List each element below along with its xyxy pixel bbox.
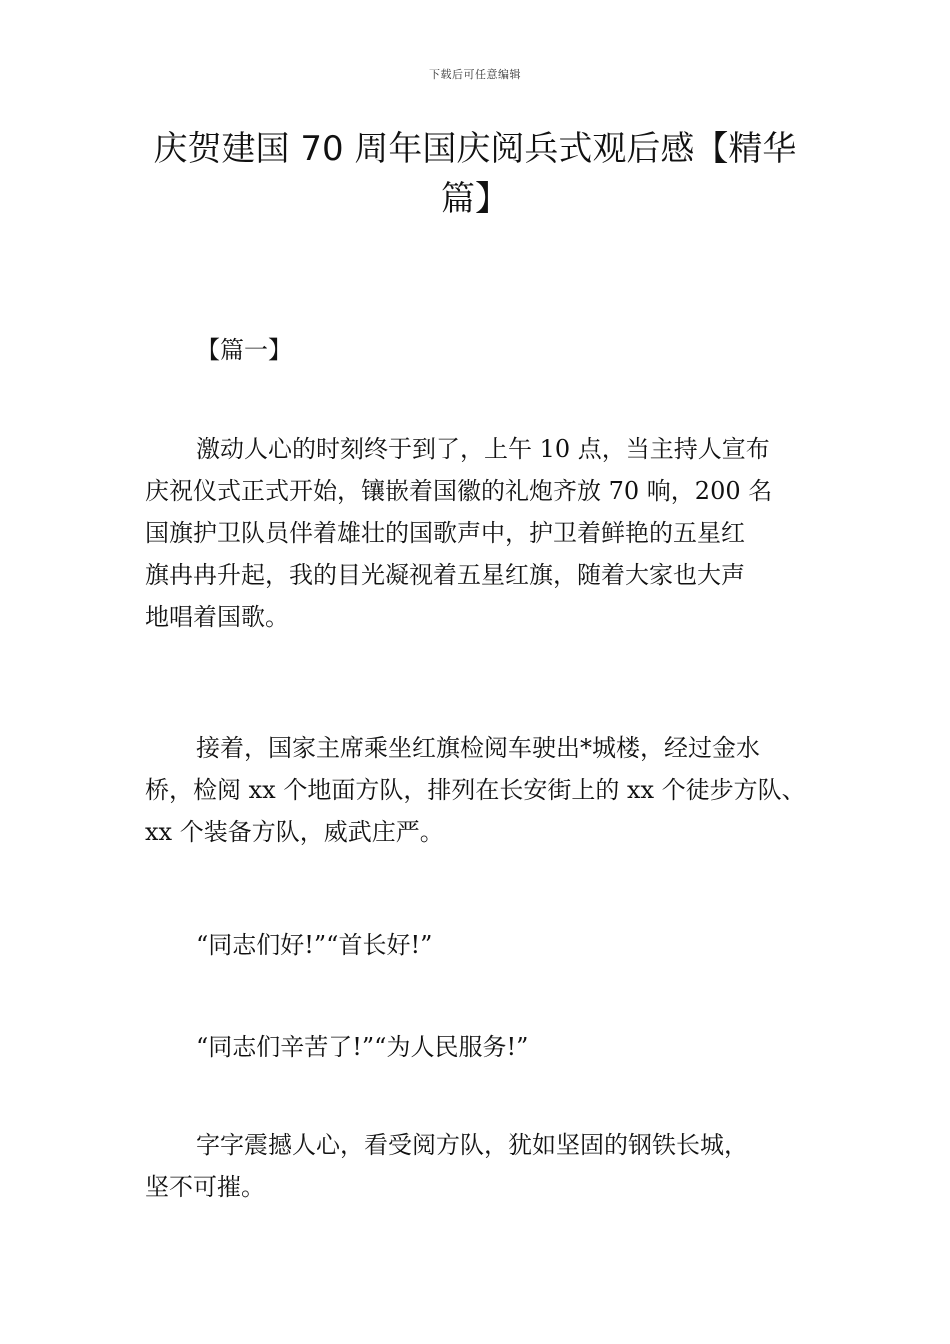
paragraph-line: 庆祝仪式正式开始，镶嵌着国徽的礼炮齐放 70 响，200 名	[145, 477, 773, 505]
title-line: 庆贺建国 70 周年国庆阅兵式观后感【精华	[153, 129, 797, 169]
paragraph-line: 桥，检阅 xx 个地面方队，排列在长安街上的 xx 个徒步方队、	[145, 776, 806, 804]
document-title	[130, 124, 820, 224]
paragraph-line: 国旗护卫队员伴着雄壮的国歌声中，护卫着鲜艳的五星红	[145, 519, 745, 547]
paragraph	[145, 428, 810, 638]
title-line: 篇】	[441, 179, 509, 219]
paragraph-line: “同志们辛苦了!”“为人民服务!”	[196, 1033, 529, 1061]
paragraph-line: 旗冉冉升起，我的目光凝视着五星红旗，随着大家也大声	[145, 561, 745, 589]
paragraph	[145, 1026, 810, 1068]
paragraph-line: 地唱着国歌。	[145, 603, 289, 631]
paragraph	[145, 924, 810, 966]
paragraph-line: 坚不可摧。	[145, 1173, 265, 1201]
paragraph	[145, 727, 810, 853]
paragraph-line: 激动人心的时刻终于到了，上午 10 点，当主持人宣布	[196, 435, 770, 463]
paragraph	[145, 1124, 810, 1208]
header-note: 下载后可任意编辑	[429, 68, 521, 81]
paragraph-line: “同志们好!”“首长好!”	[196, 931, 433, 959]
paragraph-line: 字字震撼人心，看受阅方队，犹如坚固的钢铁长城，	[196, 1131, 748, 1159]
paragraph-line: 接着，国家主席乘坐红旗检阅车驶出*城楼，经过金水	[196, 734, 760, 762]
section-heading: 【篇一】	[196, 336, 292, 364]
paragraph-line: xx 个装备方队，威武庄严。	[145, 818, 444, 846]
